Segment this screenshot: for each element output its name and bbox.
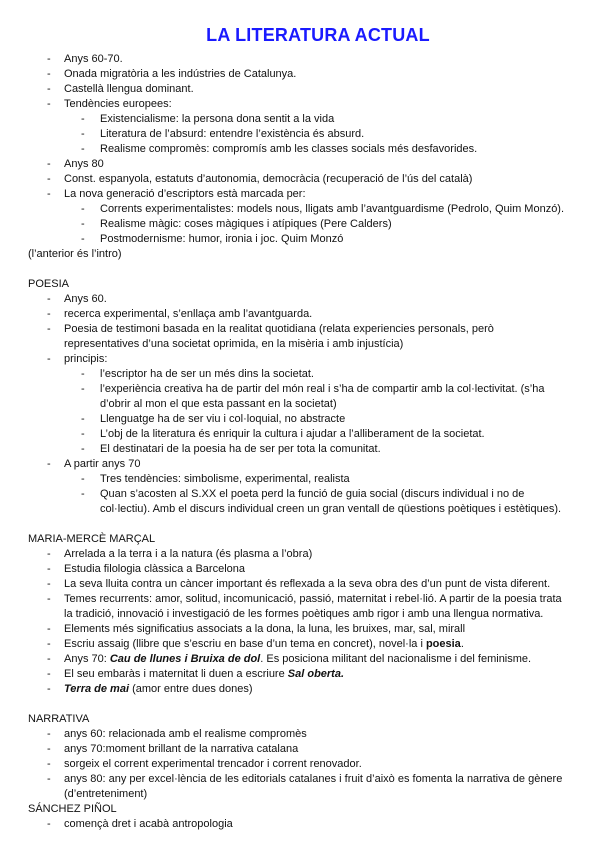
sub-list-item: - Corrents experimentalistes: models nous, lligats amb l’avantguardisme (Pedrolo, Quim Monzó). [81,203,565,215]
sub-list-item: - Literatura de l’absurd: entendre l’existència és absurd. [81,128,365,140]
intro-note: (l’anterior és l’intro) [28,248,122,260]
section-heading-sanchez: SÁNCHEZ PIÑOL [28,803,117,815]
list-item: - La nova generació d’escriptors està marcada per: [47,188,306,200]
sub-list-item-continuation: col·lectiu). Amb el discurs individual creen un gran ventall de qüestions poètiques i estètiques). [100,503,562,515]
page-title: LA LITERATURA ACTUAL [206,25,430,45]
list-item: - Escriu assaig (llibre que s’escriu en base d’un tema en concret), novel·la i poesia. [47,638,464,650]
list-item-continuation: la tradició, innovació i investigació de les formes poètiques amb rigor i amb una llengua normativa. [64,608,544,620]
list-item: - Estudia filologia clàssica a Barcelona [47,563,245,575]
list-item-continuation: representatives d’una societat oprimida, en la misèria i amb injustícia) [64,338,404,350]
list-item: - anys 70:moment brillant de la narrativa catalana [47,743,299,755]
document-body [28,52,583,832]
list-item-continuation: (d’entreteniment) [64,788,148,800]
sub-list-item: - El destinatari de la poesia ha de ser per tota la comunitat. [81,443,381,455]
sub-list-item-continuation: d’obrir al mon el que esta passant en la societat) [100,398,337,410]
list-item: - Onada migratòria a les indústries de Catalunya. [47,68,297,80]
list-item: - anys 60: relacionada amb el realisme compromès [47,728,307,740]
intro-list [28,52,583,247]
sanchez-list [28,817,583,832]
list-item: - anys 80: any per excel·lència de les editorials catalanes i fruit d’això es fomenta la narrativa de gènere [47,773,563,785]
sub-list-item: - l’experiència creativa ha de partir del món real i s’ha de compartir amb la col·lectivitat. (s’ha [81,383,545,395]
sub-list-item: - Realisme màgic: coses màgiques i atípiques (Pere Calders) [81,218,392,230]
sub-list-item: - L’obj de la literatura és enriquir la cultura i ajudar a l’alliberament de la societat. [81,428,485,440]
list-item: - sorgeix el corrent experimental trencador i corrent renovador. [47,758,362,770]
list-item: - Temes recurrents: amor, solitud, incomunicació, passió, maternitat i rebel·lió. A partir de la poesia trata [47,593,562,605]
sub-list-item: - Llenguatge ha de ser viu i col·loquial, no abstracte [81,413,346,425]
list-item: - Terra de mai (amor entre dues dones) [47,683,253,695]
section-heading-poesia: POESIA [28,278,69,290]
sub-list-item: - Tres tendències: simbolisme, experimental, realista [81,473,350,485]
poesia-list [28,292,583,517]
list-item: - Poesia de testimoni basada en la realitat quotidiana (relata experiencies personals, però [47,323,494,335]
narrativa-list [28,727,583,802]
list-item: - Elements més significatius associats a la dona, la luna, les bruixes, mar, sal, mirall [47,623,466,635]
list-item: - principis: [47,353,108,365]
marcal-list [28,547,583,697]
list-item: - Anys 60. [47,293,107,305]
sub-list-item: - l’escriptor ha de ser un més dins la societat. [81,368,314,380]
list-item: - Anys 80 [47,158,104,170]
sub-list-item: - Existencialisme: la persona dona sentit a la vida [81,113,335,125]
list-item: - recerca experimental, s’enllaça amb l’avantguarda. [47,308,313,320]
list-item: - El seu embaràs i maternitat li duen a escriure Sal oberta. [47,668,345,680]
list-item: - Anys 60-70. [47,53,123,65]
section-heading-narrativa: NARRATIVA [28,713,90,725]
sub-list-item: - Realisme compromès: compromís amb les classes socials més desfavorides. [81,143,478,155]
list-item: - A partir anys 70 [47,458,141,470]
sub-list-item: - Quan s’acosten al S.XX el poeta perd la funció de guia social (discurs individual i no de [81,488,525,500]
list-item: - començà dret i acabà antropologia [47,818,233,830]
list-item: - La seva lluita contra un càncer important és reflexada a la seva obra des d’un punt de vista diferent. [47,578,551,590]
sub-list-item: - Postmodernisme: humor, ironia i joc. Quim Monzó [81,233,344,245]
list-item: - Const. espanyola, estatuts d’autonomia, democràcia (recuperació de l’ús del català) [47,173,473,185]
section-heading-marcal: MARIA-MERCÈ MARÇAL [28,533,156,545]
list-item: - Tendències europees: [47,98,172,110]
list-item: - Castellà llengua dominant. [47,83,194,95]
list-item: - Arrelada a la terra i a la natura (és plasma a l’obra) [47,548,313,560]
list-item: - Anys 70: Cau de llunes i Bruixa de dol. Es posiciona militant del nacionalisme i del feminisme. [47,653,532,665]
